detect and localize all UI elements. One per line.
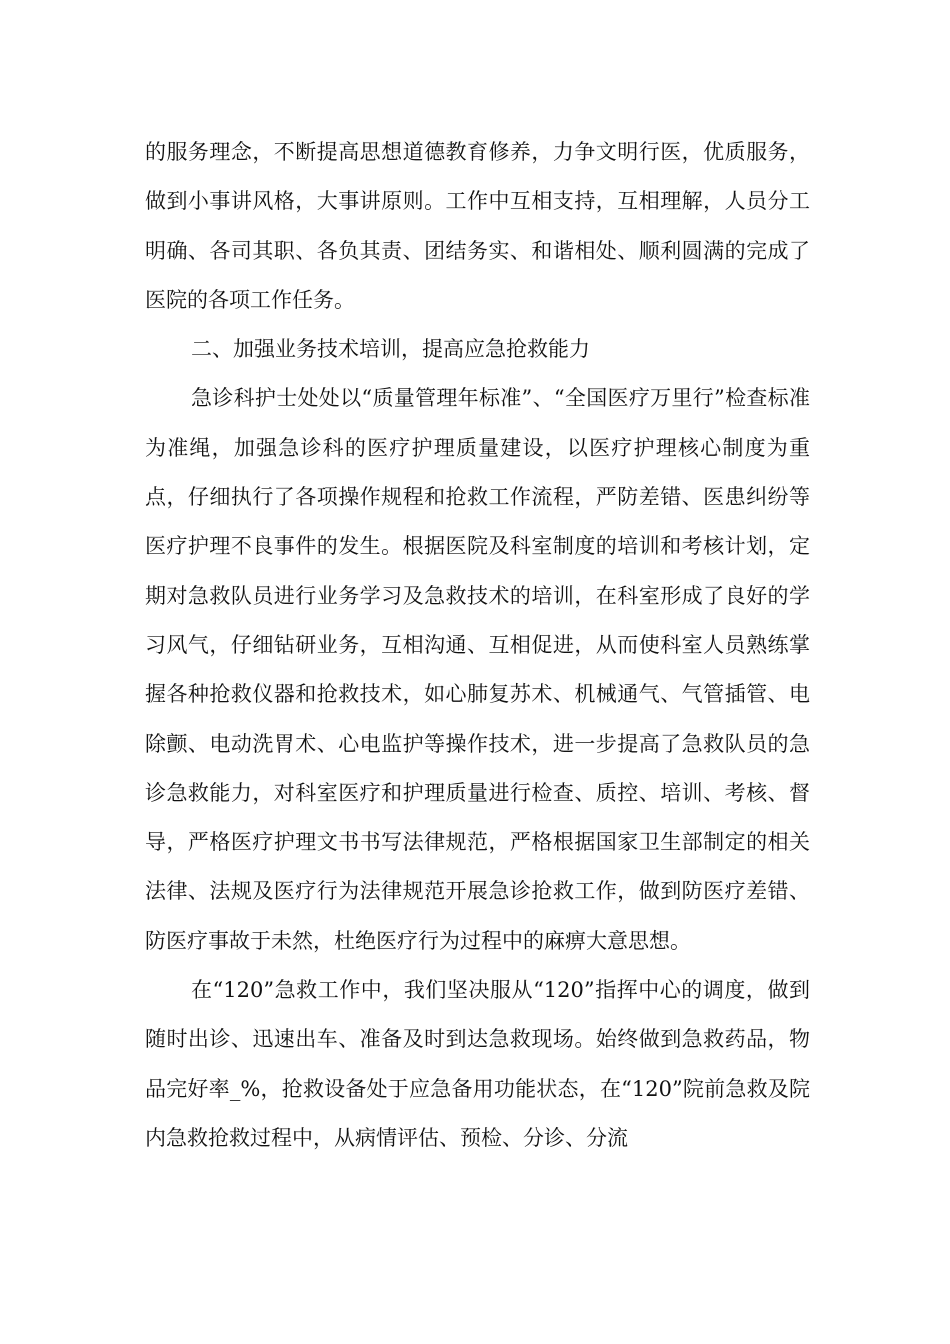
document-body: [145, 128, 810, 1163]
paragraph-service-philosophy: 的服务理念，不断提高思想道德教育修养，力争文明行医，优质服务，做到小事讲风格，大事讲原则。工作中互相支持，互相理解，人员分工明确、各司其职、各负其责、团结务实、和谐相处、顺利圆满的完成了医院的各项工作任务。: [145, 140, 810, 312]
paragraph-120-emergency: 在“120”急救工作中，我们坚决服从“120”指挥中心的调度，做到随时出诊、迅速出车、准备及时到达急救现场。始终做到急救药品，物品完好率_%，抢救设备处于应急备用功能状态，在“120”院前急救及院内急救抢救过程中，从病情评估、预检、分诊、分流: [145, 978, 810, 1150]
section-heading-training: 二、加强业务技术培训，提高应急抢救能力: [191, 337, 590, 362]
paragraph-quality-training: 急诊科护士处处以“质量管理年标准”、“全国医疗万里行”检查标准为准绳，加强急诊科的医疗护理质量建设，以医疗护理核心制度为重点，仔细执行了各项操作规程和抢救工作流程，严防差错、医患纠纷等医疗护理不良事件的发生。根据医院及科室制度的培训和考核计划，定期对急救队员进行业务学习及急救技术的培训，在科室形成了良好的学习风气，仔细钻研业务，互相沟通、互相促进，从而使科室人员熟练掌握各种抢救仪器和抢救技术，如心肺复苏术、机械通气、气管插管、电除颤、电动洗胃术、心电监护等操作技术，进一步提高了急救队员的急诊急救能力，对科室医疗和护理质量进行检查、质控、培训、考核、督导，严格医疗护理文书书写法律规范，严格根据国家卫生部制定的相关法律、法规及医疗行为法律规范开展急诊抢救工作，做到防医疗差错、防医疗事故于未然，杜绝医疗行为过程中的麻痹大意思想。: [145, 386, 810, 953]
